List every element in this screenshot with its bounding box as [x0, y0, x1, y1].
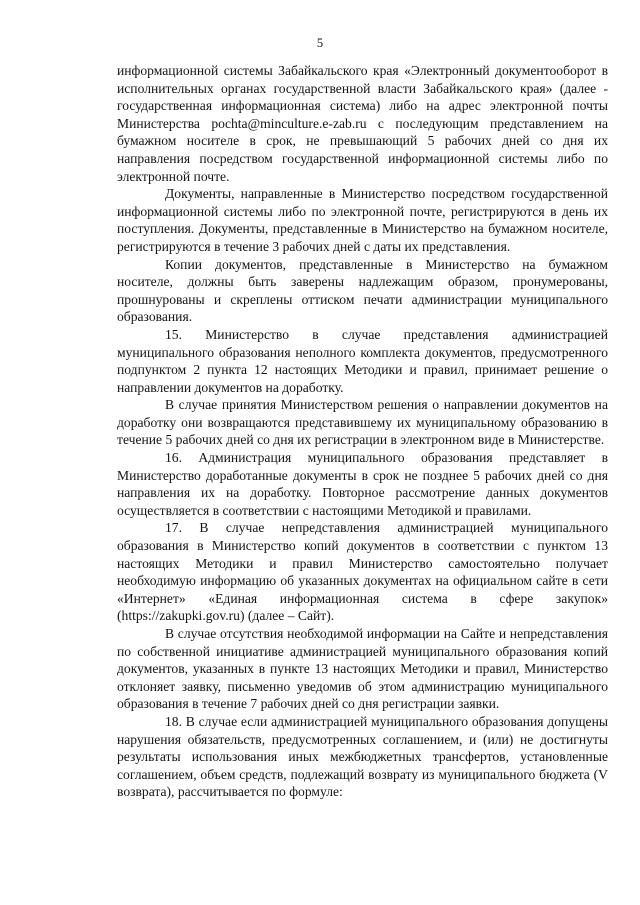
paragraph-item-15: 15. Министерство в случае представления администрацией муниципального образования неполного комплекта документов, предусмотренного подпунктом 2 пункта 12 настоящих Методики и правил, принимает решение о направлении документов на доработку.	[117, 326, 608, 395]
paragraph-registration: Документы, направленные в Министерство посредством государственной информационной системы либо по электронной почте, регистрируются в день их поступления. Документы, представленные в Министерство на бумажном носителе, регистрируются в течение 3 рабочих дней с даты их представления.	[117, 186, 608, 254]
page-number: 5	[316, 36, 324, 50]
paragraph-item-16: 16. Администрация муниципального образования представляет в Министерство доработанные документы в срок не позднее 5 рабочих дней со дня направления их на доработку. Повторное рассмотрение данных документов осуществляется в соответствии с настоящими Методикой и правилами.	[117, 450, 608, 518]
paragraph-item-17: 17. В случае непредставления администрацией муниципального образования в Министерство копий документов в соответствии с пунктом 13 настоящих Методики и правил Министерство самостоятельно получает необходимую информацию об указанных документах на официальном сайте в сети «Интернет» «Единая информационная система в сфере закупок» (https://zakupki.gov.ru) (далее – Сайт).	[117, 520, 608, 624]
paragraph-copies: Копии документов, представленные в Министерство на бумажном носителе, должны быть заверены надлежащим образом, пронумерованы, прошнурованы и скреплены оттиском печати администрации муниципального образования.	[117, 256, 608, 325]
document-body	[117, 62, 608, 801]
paragraph-item-15-return: В случае принятия Министерством решения о направлении документов на доработку они возвращаются представившему их муниципальному образованию в течение 5 рабочих дней со дня их регистрации в электронном виде в Министерстве.	[117, 397, 608, 448]
paragraph-item-17-rejection: В случае отсутствия необходимой информации на Сайте и непредставления по собственной инициативе администрацией муниципального образования копий документов, указанных в пункте 13 настоящих Методики и правил, Министерство отклоняет заявку, письменно уведомив об этом администрацию муниципального образования в течение 7 рабочих дней со дня регистрации заявки.	[117, 626, 608, 712]
paragraph-item-18: 18. В случае если администрацией муниципального образования допущены нарушения обязательств, предусмотренных соглашением, и (или) не достигнуты результаты использования иных межбюджетных трансфертов, установленные соглашением, объем средств, подлежащий возврату из муниципального бюджета (V возврата), рассчитывается по формуле:	[117, 713, 608, 800]
paragraph-continuation: информационной системы Забайкальского края «Электронный документооборот в исполнительных органах государственной власти Забайкальского края» (далее - государственная информационная система) либо на адрес электронной почты Министерства pochta@minculture.e-zab.ru с последующим представлением на бумажном носителе в срок, не превышающий 5 рабочих дней со дня их направления посредством государственной информационной системы либо по электронной почте.	[117, 63, 608, 184]
